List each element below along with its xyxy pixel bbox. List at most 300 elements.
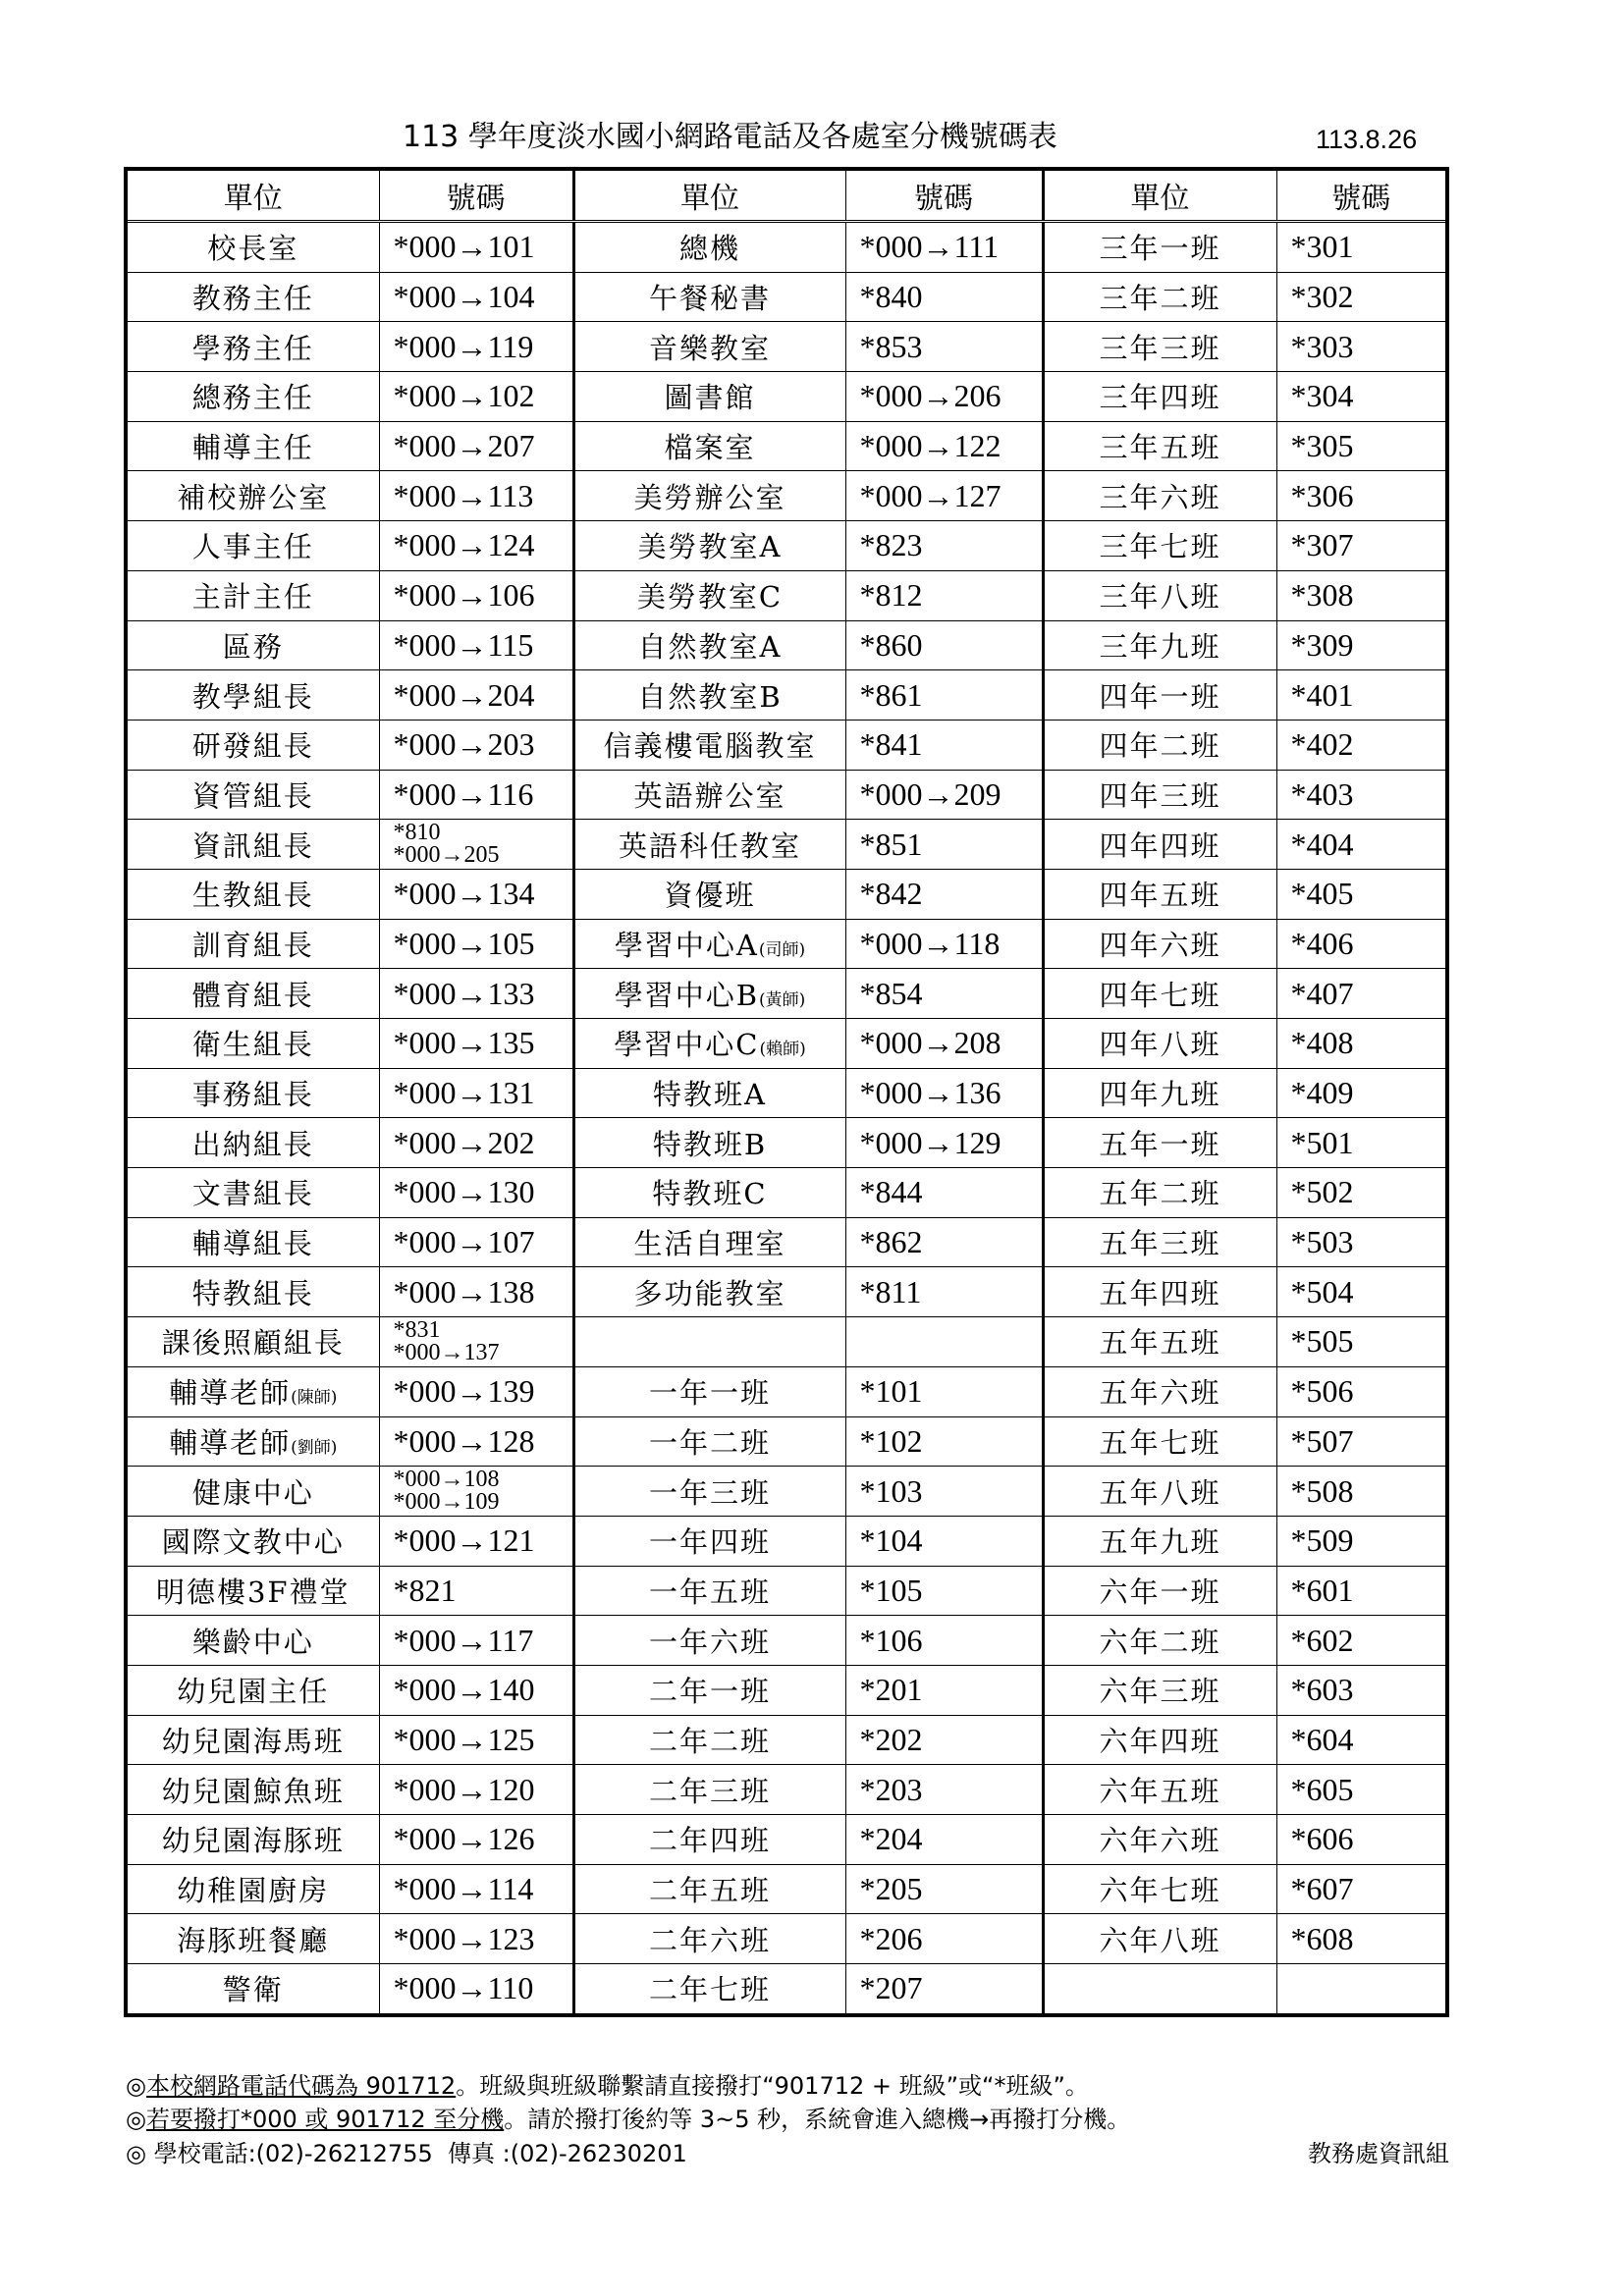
extension-number: *000→105 [393,925,535,961]
unit-label: 英語科任教室 [618,828,801,863]
extension-number: *000→203 [393,726,535,763]
unit-label: 健康中心 [191,1475,314,1510]
extension-number: *503 [1290,1224,1354,1260]
unit-label: 五年七班 [1099,1425,1221,1460]
unit-cell [126,1366,379,1416]
extension-number: *000→136 [859,1075,1001,1111]
number-cell [1276,1914,1447,1964]
table-body [126,222,1447,2015]
unit-label: 五年八班 [1099,1475,1221,1510]
unit-cell [1043,1914,1276,1964]
table-row [126,969,1447,1019]
unit-cell [573,322,845,372]
unit-label: 學習中心A [614,928,759,962]
number-cell [379,869,573,919]
unit-cell [126,1467,379,1517]
unit-label: 五年二班 [1099,1177,1221,1211]
extension-number: *104 [859,1522,923,1559]
unit-cell [126,1416,379,1467]
number-cell [1276,1118,1447,1168]
unit-cell [573,1765,845,1815]
unit-cell [1043,1516,1276,1566]
extension-number: *501 [1290,1124,1354,1160]
unit-label: 四年六班 [1099,928,1221,962]
number-cell [379,1416,573,1467]
extension-number: *000→102 [393,378,535,414]
unit-label: 警衛 [222,1973,284,2007]
table-row [126,421,1447,471]
unit-label: 特教班B [652,1127,768,1161]
unit-cell [1043,421,1276,471]
number-cell [379,919,573,969]
unit-label: 特教組長 [191,1276,314,1310]
unit-cell [573,1317,845,1367]
unit-label: 三年九班 [1099,629,1221,664]
extension-number: *000→130 [393,1174,535,1210]
unit-cell [1043,820,1276,870]
extension-number: *000→117 [393,1622,534,1658]
extension-number: *402 [1290,726,1354,763]
unit-label: 五年一班 [1099,1127,1221,1161]
number-cell [1276,670,1447,721]
number-cell [845,521,1043,571]
unit-label: 四年四班 [1099,828,1221,863]
unit-label: 明德樓3F禮堂 [155,1575,351,1609]
unit-cell [1043,521,1276,571]
unit-label: 教務主任 [191,282,314,316]
unit-label: 美勞教室A [637,530,783,564]
number-cell [845,969,1043,1019]
extension-number: *607 [1290,1871,1354,1907]
unit-label: 六年三班 [1099,1675,1221,1709]
unit-label: 特教班A [653,1078,767,1112]
number-cell [845,222,1043,273]
unit-label: 五年四班 [1099,1276,1221,1310]
number-cell [379,1019,573,1069]
unit-label: 四年三班 [1099,778,1221,813]
table-row [126,869,1447,919]
unit-cell [1043,1118,1276,1168]
extension-number: *408 [1290,1025,1354,1061]
table-row [126,820,1447,870]
table-row [126,372,1447,422]
unit-label: 三年一班 [1099,232,1221,266]
table-row [126,272,1447,322]
table-row [126,1914,1447,1964]
extension-number: *202 [859,1721,923,1757]
table-header-row [126,169,1447,222]
unit-label: 三年五班 [1099,431,1221,465]
number-cell [845,1815,1043,1865]
unit-label: 六年六班 [1099,1824,1221,1858]
unit-teacher-note: (司師) [758,939,806,960]
unit-cell [573,421,845,471]
extension-number: *860 [859,626,923,663]
table-row [126,1815,1447,1865]
number-cell [379,1366,573,1416]
extension-number: *000→108 [393,1467,500,1493]
extension-number: *203 [859,1771,923,1807]
table-row [126,1366,1447,1416]
extension-number: *000→138 [393,1273,535,1309]
unit-cell [1043,919,1276,969]
unit-cell [573,1864,845,1914]
extension-number: *000→208 [859,1025,1001,1061]
unit-cell [573,670,845,721]
extension-number: *409 [1290,1075,1354,1111]
unit-cell [126,1168,379,1218]
unit-label: 二年一班 [648,1675,771,1709]
extension-number: *307 [1290,527,1354,563]
unit-label: 一年五班 [648,1575,771,1609]
number-cell [379,1467,573,1517]
number-cell [1276,919,1447,969]
table-row [126,620,1447,670]
table-row [126,1566,1447,1616]
extension-number: *000→101 [393,229,535,265]
number-cell [1276,1068,1447,1118]
number-cell [1276,1267,1447,1317]
number-cell [845,421,1043,471]
extension-number: *101 [859,1373,923,1410]
unit-label: 區務 [222,629,284,664]
extension-number: *000→118 [859,925,1001,961]
number-cell [845,372,1043,422]
unit-cell [573,1914,845,1964]
extension-number: *811 [859,1273,922,1309]
header-number-1: 號碼 [379,169,573,222]
extension-number: *000→120 [393,1771,535,1807]
number-cell [845,1267,1043,1317]
unit-label: 二年五班 [648,1874,771,1908]
unit-cell [1043,1864,1276,1914]
unit-label: 學務主任 [191,331,314,365]
unit-label: 音樂教室 [648,331,771,365]
extension-number: *000→131 [393,1075,535,1111]
extension-number: *604 [1290,1721,1354,1757]
extension-number: *305 [1290,428,1354,464]
extension-number: *603 [1290,1672,1354,1708]
unit-cell [573,919,845,969]
unit-cell [573,1964,845,2015]
table-row [126,670,1447,721]
table-row [126,1019,1447,1069]
unit-label: 圖書館 [664,381,756,415]
unit-cell [1043,770,1276,820]
unit-label: 四年二班 [1099,729,1221,764]
unit-label: 二年七班 [648,1973,771,2007]
number-cell [379,670,573,721]
table-row [126,570,1447,620]
unit-label: 資訊組長 [191,828,314,863]
unit-cell [126,919,379,969]
unit-label: 輔導組長 [191,1227,314,1261]
number-cell [1276,820,1447,870]
extension-number: *201 [859,1672,923,1708]
unit-label: 研發組長 [191,729,314,764]
number-cell [1276,1416,1447,1467]
number-cell [379,969,573,1019]
table-row [126,770,1447,820]
extension-number: *406 [1290,925,1354,961]
unit-cell [573,1467,845,1517]
extension-number: *000→115 [393,626,534,663]
table-row [126,1964,1447,2015]
number-cell [379,1616,573,1666]
unit-cell [573,1267,845,1317]
unit-cell [1043,620,1276,670]
unit-cell [126,1616,379,1666]
number-cell [1276,1366,1447,1416]
unit-cell [1043,372,1276,422]
number-cell [845,919,1043,969]
unit-cell [126,1019,379,1069]
number-cell [379,620,573,670]
unit-cell [1043,670,1276,721]
header-unit-2: 單位 [573,169,845,222]
extension-number: *401 [1290,676,1354,713]
extension-number: *000→140 [393,1672,535,1708]
number-cell [845,869,1043,919]
table-row [126,1864,1447,1914]
number-cell [379,1217,573,1267]
unit-cell [126,869,379,919]
unit-label: 特教班C [652,1177,768,1211]
unit-label: 一年六班 [648,1625,771,1659]
extension-number: *304 [1290,378,1354,414]
unit-label: 三年三班 [1099,331,1221,365]
number-cell [1276,1317,1447,1367]
unit-label: 六年一班 [1099,1575,1221,1609]
unit-label: 美勞辦公室 [633,480,786,514]
number-cell [845,1118,1043,1168]
unit-label: 五年三班 [1099,1227,1221,1261]
unit-label: 美勞教室C [636,580,784,614]
extension-number: *000→128 [393,1422,535,1459]
document-date: 113.8.26 [1316,125,1418,154]
unit-cell [126,1267,379,1317]
number-cell [1276,272,1447,322]
number-cell [1276,1516,1447,1566]
extension-number: *841 [859,726,923,763]
extension-number: *861 [859,676,923,713]
unit-cell [126,322,379,372]
number-cell [845,1317,1043,1367]
number-cell [845,1516,1043,1566]
document-title: 113 學年度淡水國小網路電話及各處室分機號碼表 [403,120,1057,154]
extension-number: *504 [1290,1273,1354,1309]
header-unit-1: 單位 [126,169,379,222]
extension-number: *000→122 [859,428,1001,464]
unit-label: 資優班 [664,879,756,913]
number-cell [1276,1864,1447,1914]
extension-number: *853 [859,328,923,364]
unit-cell [1043,869,1276,919]
extension-number: *301 [1290,229,1354,265]
unit-label: 總機 [678,232,740,266]
unit-cell [573,1366,845,1416]
unit-cell [573,1217,845,1267]
table-row [126,1416,1447,1467]
unit-teacher-note: (黃師) [759,989,806,1010]
number-cell [379,1516,573,1566]
number-cell [379,1068,573,1118]
unit-cell [573,770,845,820]
unit-label: 事務組長 [191,1078,314,1112]
unit-label: 三年四班 [1099,381,1221,415]
extension-number: *508 [1290,1472,1354,1509]
number-cell [379,521,573,571]
unit-cell [126,620,379,670]
extension-number: *000→126 [393,1821,535,1857]
number-cell [379,1317,573,1367]
number-cell [845,720,1043,770]
unit-label: 多功能教室 [633,1276,786,1310]
number-cell [845,1665,1043,1715]
unit-label: 幼兒園鯨魚班 [161,1774,345,1808]
unit-cell [126,471,379,521]
extension-number: *823 [859,527,923,563]
extension-number: *308 [1290,577,1354,614]
unit-label: 補校辦公室 [177,480,330,514]
table-row [126,1467,1447,1517]
extension-number: *000→139 [393,1373,535,1410]
number-cell [379,720,573,770]
extension-number: *306 [1290,477,1354,513]
footer-mark-1: ◎ [126,2072,146,2100]
extension-number: *000→135 [393,1025,535,1061]
unit-cell [1043,1665,1276,1715]
extension-number: *207 [859,1970,923,2006]
number-cell [1276,1964,1447,2015]
number-cell [1276,770,1447,820]
unit-cell [1043,570,1276,620]
unit-cell [1043,1964,1276,2015]
extension-number: *106 [859,1622,923,1658]
extension-number: *000→114 [393,1871,534,1907]
unit-cell [126,1864,379,1914]
extension-number: *303 [1290,328,1354,364]
unit-cell [126,820,379,870]
unit-label: 國際文教中心 [161,1525,345,1560]
unit-label: 幼兒園主任 [177,1675,330,1709]
extension-number: *821 [393,1572,457,1608]
unit-cell [573,372,845,422]
unit-cell [1043,272,1276,322]
footer-note-2-underlined: 若要撥打*000 或 901712 至分機 [145,2106,505,2133]
number-cell [1276,1566,1447,1616]
extension-number: *000→107 [393,1224,535,1260]
unit-cell [126,720,379,770]
extension-number: *000→127 [859,477,1001,513]
unit-cell [126,1765,379,1815]
footer-department: 教務處資訊組 [1308,2140,1449,2167]
table-row [126,1068,1447,1118]
unit-cell [573,521,845,571]
unit-cell [126,372,379,422]
unit-cell [126,1665,379,1715]
unit-label: 四年七班 [1099,978,1221,1012]
number-cell [1276,322,1447,372]
unit-cell [573,222,845,273]
table-row [126,1665,1447,1715]
unit-cell [126,222,379,273]
number-cell [379,1964,573,2015]
unit-teacher-note: (陳師) [291,1388,338,1409]
number-cell [1276,1815,1447,1865]
number-cell [379,471,573,521]
unit-label: 學習中心C [614,1028,760,1062]
number-cell [845,471,1043,521]
number-cell [845,1964,1043,2015]
number-cell [1276,720,1447,770]
extension-number: *102 [859,1422,923,1459]
unit-label: 六年四班 [1099,1724,1221,1758]
unit-cell [126,521,379,571]
extension-number: *831 [393,1316,441,1343]
extension-number: *000→124 [393,527,535,563]
number-cell [845,1366,1043,1416]
extension-number: *502 [1290,1174,1354,1210]
unit-label: 輔導老師 [169,1425,292,1460]
unit-cell [126,1217,379,1267]
unit-cell [573,620,845,670]
unit-cell [573,1516,845,1566]
unit-cell [573,1815,845,1865]
extension-number: *000→109 [393,1489,500,1516]
extension-number: *812 [859,577,923,614]
number-cell [845,1467,1043,1517]
unit-cell [126,570,379,620]
number-cell [1276,222,1447,273]
table-row [126,1217,1447,1267]
extension-number: *206 [859,1920,923,1956]
unit-cell [573,969,845,1019]
unit-label: 四年一班 [1099,679,1221,714]
table-row [126,1168,1447,1218]
number-cell [845,1616,1043,1666]
number-cell [1276,1217,1447,1267]
unit-label: 二年二班 [648,1724,771,1758]
unit-label: 資管組長 [191,778,314,813]
unit-cell [1043,1168,1276,1218]
extension-number: *854 [859,975,923,1011]
unit-label: 一年二班 [648,1425,771,1460]
unit-label: 四年九班 [1099,1078,1221,1112]
unit-cell [573,272,845,322]
unit-teacher-note: (劉師) [291,1437,338,1458]
number-cell [845,570,1043,620]
extension-number: *000→134 [393,876,535,912]
extension-number: *000→207 [393,428,535,464]
extension-number: *842 [859,876,923,912]
unit-cell [573,869,845,919]
extension-number: *403 [1290,775,1354,812]
unit-label: 一年一班 [648,1376,771,1411]
extension-number: *507 [1290,1422,1354,1459]
unit-label: 文書組長 [191,1177,314,1211]
number-cell [379,1267,573,1317]
unit-label: 生教組長 [191,879,314,913]
unit-cell [573,1665,845,1715]
number-cell [1276,570,1447,620]
footer-note-1-underlined: 本校網路電話代碼為 901712 [145,2072,457,2100]
unit-cell [1043,1566,1276,1616]
number-cell [379,1566,573,1616]
number-cell [1276,1467,1447,1517]
extension-number: *000→110 [393,1970,534,2006]
number-cell [845,620,1043,670]
